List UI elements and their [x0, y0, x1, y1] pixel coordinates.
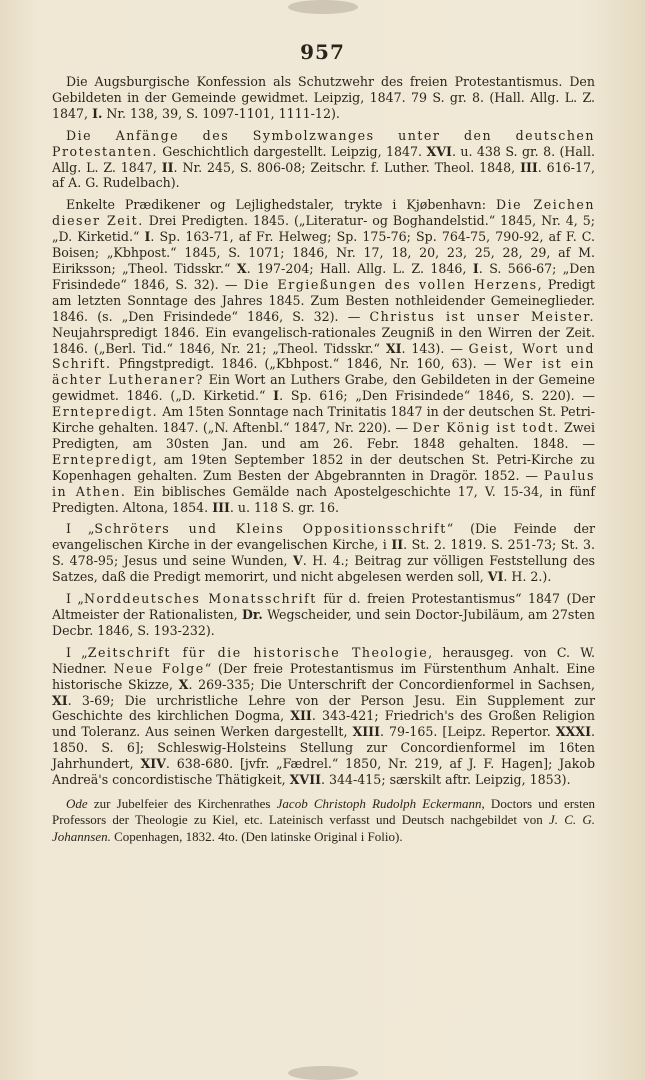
entry-text: III	[212, 499, 230, 515]
entry-text: . 1850. S. 6]; Schleswig-Holsteins Stellung zur Concordienformel im 16ten Jahrhundert,	[52, 724, 595, 772]
page-bottom-hole	[288, 1066, 358, 1080]
entry-text: Zeitschrift für die historische Theologie	[87, 644, 429, 660]
entry-text: zur Jubelfeier des Kirchenrathes	[87, 795, 277, 811]
entry-text: . 143). —	[401, 340, 469, 356]
entry-text: XI	[52, 692, 68, 708]
entry-text: . 343-421; Friedrich's des Großen Religion und Toleranz. Aus seinen Werken dargestellt,	[52, 708, 595, 740]
entry-text: VI	[487, 569, 504, 585]
entry-text: Nr. 138, 39, S. 1097-1101, 1111-12).	[102, 105, 340, 121]
entry-text: “ (Die Feinde der evangelischen Kirche in der evangelischen Kirche, i	[52, 521, 595, 553]
entry-text: , Doctors und ersten Professors der Theologie zu Kiel, etc. Lateinisch verfasst und Deutsch nachgebildet von	[52, 795, 595, 828]
entry-text: . Sp. 616; „Den Frisindede“ 1846, S. 220). —	[279, 388, 595, 404]
entry-text: Geist, Wort und Schrift.	[52, 340, 595, 372]
entry-text: . 344-415; særskilt aftr. Leipzig, 1853).	[320, 772, 571, 788]
page-number: 957	[300, 40, 345, 64]
entry-text: XVII	[289, 772, 321, 788]
entry-text: XIII	[352, 724, 380, 740]
entry-text: . u. 438 S. gr. 8. (Hall. Allg. L. Z. 1847,	[52, 143, 595, 175]
entry-text: XVI	[426, 143, 452, 159]
entry-text: . St. 2. 1819. S. 251-73; St. 3. S. 478-95; Jesus und seine Wunden,	[52, 537, 595, 569]
entry-text: . H. 4.; Beitrag zur völligen Feststellung des Satzes, daß die Predigt memorirt, und nicht abgelesen werden soll,	[52, 553, 595, 585]
entry-text: Wegscheider, und sein Doctor-Jubiläum, am 27sten Decbr. 1846, S. 193-232).	[52, 607, 595, 638]
entry-text: X	[178, 676, 189, 692]
entry-text: Neujahrspredigt 1846. Ein evangelisch-rationales Zeugniß in den Wirren der Zeit. 1846. („Berl. Tid.“ 1846, Nr. 21; „Theol. Tidsskr.“	[52, 324, 595, 356]
entry-schroeter	[52, 521, 595, 585]
entry-text: XII	[290, 708, 312, 724]
entry-text: I	[144, 229, 151, 245]
entry-text: Christus ist unser Meister.	[369, 308, 595, 324]
entry-text: Erntepredigt.	[52, 404, 159, 420]
entry-text: Ein biblisches Gemälde nach Apostelgeschichte 17, V. 15-34, in fünf Predigten. Altona, 1854.	[52, 483, 595, 515]
entry-text: X	[236, 260, 247, 276]
entry-text: XIV	[140, 756, 166, 772]
entry-text: , herausgeg. von C. W. Niedner.	[52, 644, 595, 676]
entry-text: für d. freien Protestantismus“ 1847 (Der Altmeister der Rationalisten,	[52, 591, 596, 622]
entry-text: Die Ergießungen des vollen Herzens	[243, 276, 538, 292]
entry-text: Geschichtlich dargestellt. Leipzig, 1847.	[157, 143, 427, 159]
entry-text: Erntepredigt	[52, 451, 153, 467]
entry-text: I „	[66, 521, 95, 537]
entry-text: . 3-69; Die urchristliche Lehre von der Person Jesu. Ein Supplement zur Geschichte des kirchlichen Dogma,	[52, 692, 595, 724]
entry-zeitschrift	[52, 645, 595, 788]
entry-text: Wer ist ein ächter Lutheraner?	[52, 356, 595, 388]
entry-text: XXXI	[555, 724, 591, 740]
entry-text: I	[472, 260, 479, 276]
entry-text: Copenhagen, 1832. 4to. (Den latinske Original i Folio).	[110, 828, 403, 844]
entry-text: . Nr. 245, S. 806-08; Zeitschr. f. Luther. Theol. 1848,	[173, 159, 521, 175]
entry-text: Enkelte Prædikener og Lejlighedstaler, trykte i Kjøbenhavn:	[66, 197, 496, 213]
entry-text: I „	[66, 644, 88, 660]
entry-text: Neue Folge	[113, 660, 205, 676]
entry-text: Am 15ten Sonntage nach Trinitatis 1847 in der deutschen St. Petri-Kirche gehalten. 1847. („N. Aftenbl.“ 1847, Nr. 220). —	[52, 404, 595, 436]
entry-text: Ode	[66, 795, 88, 811]
entry-text: . S. 566-67; „Den Frisindede“ 1846, S. 32). —	[52, 260, 595, 292]
entry-text: . H. 2.).	[503, 569, 552, 585]
page-body	[52, 74, 595, 851]
entry-text: Der König ist todt.	[412, 420, 560, 436]
entry-text: Ein Wort an Luthers Grabe, den Gebildeten in der Gemeine gewidmet. 1846. („D. Kirketid.“	[52, 372, 595, 404]
entry-text: III	[520, 159, 538, 175]
entry-text: . u. 118 S. gr. 16.	[229, 499, 339, 515]
entry-text: Paulus in Athen.	[52, 467, 595, 499]
entry-text: Drei Predigten. 1845. („Literatur- og Boghandelstid.“ 1845, Nr. 4, 5; „D. Kirketid.“	[52, 213, 595, 245]
entry-text: XI	[385, 340, 402, 356]
page-top-hole	[288, 0, 358, 14]
entry-text: Jacob Christoph Rudolph Eckermann	[276, 795, 482, 811]
entry-text: . 616-17, af A. G. Rudelbach).	[52, 159, 596, 191]
entry-text: . Sp. 163-71, af Fr. Helweg; Sp. 175-76; Sp. 764-75, 790-92, af F. C. Boisen; „Kbhpost.“ 1845, S. 1071; 1846, Nr. 17, 18, 20, 23, 25, 28, 29, af M. Eiriksson; „Theol. Tidsskr.“	[52, 229, 595, 276]
entry-text: J. C. G. Johannsen.	[52, 812, 595, 844]
entry-text: Zwei Predigten, am 30sten Jan. und am 26. Febr. 1848 gehalten. 1848. —	[52, 420, 595, 451]
entry-text: Dr.	[241, 607, 263, 622]
entry-augsburg	[52, 74, 595, 122]
entry-text: V	[293, 553, 303, 569]
entry-anfaenge	[52, 128, 595, 192]
entry-text: , am 19ten September 1852 in der deutschen St. Petri-Kirche zu Kopenhagen gehalten. Zum Besten der Abgebrannten in Dragör. 1852. —	[52, 451, 595, 483]
entry-text: Norddeutsches Monatsschrift	[83, 591, 317, 607]
entry-text: Pfingstpredigt. 1846. („Kbhpost.“ 1846, Nr. 160, 63). —	[111, 356, 504, 372]
entry-text: II	[391, 537, 404, 553]
entry-text: I „	[66, 591, 84, 607]
entry-text: Die Zeichen dieser Zeit.	[52, 197, 595, 229]
entry-text: “ (Der freie Protestantismus im Fürstenthum Anhalt. Eine historische Skizze,	[52, 660, 595, 692]
entry-norddeutsches	[52, 591, 595, 639]
entry-text: Schröters und Kleins Oppositionsschrift	[94, 521, 447, 537]
entry-text: Die Anfänge des Symbolzwanges unter den deutschen Protestanten.	[52, 127, 595, 159]
entry-text: . 638-680. [jvfr. „Fædrel.“ 1850, Nr. 219, af J. F. Hagen]; Jakob Andreä's concordistische Thätigkeit,	[52, 756, 596, 788]
entry-text: I	[273, 388, 280, 404]
entry-text: . 197-204; Hall. Allg. L. Z. 1846,	[246, 260, 473, 276]
entry-text: II	[161, 159, 174, 175]
entry-text: , Predigt am letzten Sonntage des Jahres 1845. Zum Besten nothleidender Gemeineglieder. 1846. (s. „Den Frisindede“ 1846, S. 32). —	[52, 276, 595, 324]
entry-text: I.	[92, 105, 103, 121]
entry-ode	[52, 796, 595, 845]
entry-text: Die Augsburgische Konfession als Schutzwehr des freien Protestantismus. Den Gebildeten in der Gemeinde gewidmet. Leipzig, 1847. 79 S. gr. 8. (Hall. Allg. L. Z. 1847,	[52, 74, 595, 121]
entry-enkelte	[52, 197, 595, 515]
entry-text: . 269-335; Die Unterschrift der Concordienformel in Sachsen,	[188, 676, 595, 692]
entry-text: . 79-165. [Leipz. Repertor.	[379, 724, 556, 740]
